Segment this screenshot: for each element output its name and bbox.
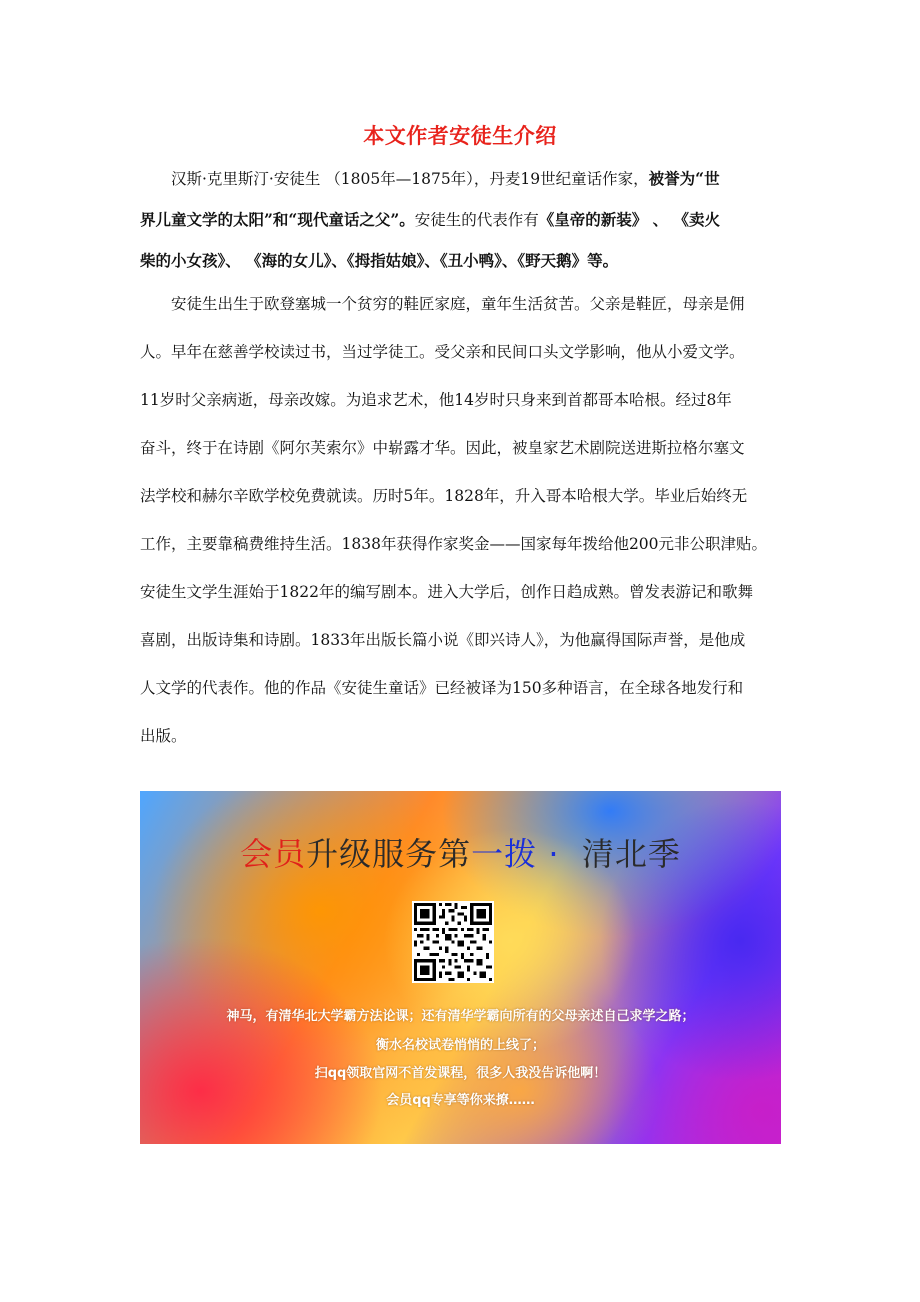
paragraph-biography bbox=[140, 297, 785, 757]
banner-line-4: 会员qq专享等你来撩…… bbox=[386, 1093, 535, 1108]
qr-code-icon bbox=[414, 903, 492, 981]
bio-line: 人。早年在慈善学校读过书，当过学徒工。受父亲和民间口头文学影响，他从小爱文学。 bbox=[140, 343, 745, 361]
headline-blue: 一拨 · bbox=[471, 835, 560, 873]
qr-code[interactable] bbox=[412, 901, 494, 983]
intro-line-2 bbox=[140, 212, 720, 229]
bio-line: 法学校和赫尔辛欧学校免费就读。历时5年。1828年，升入哥本哈根大学。毕业后始终无 bbox=[140, 487, 748, 505]
bio-line: 奋斗，终于在诗剧《阿尔芙索尔》中崭露才华。因此，被皇家艺术剧院送进斯拉格尔塞文 bbox=[140, 439, 745, 457]
intro-text-bold: 柴的小女孩》、 《海的女儿》、《拇指姑娘》、《丑小鸭》、《野天鹅》等。 bbox=[140, 251, 619, 270]
banner-line-3: 扫qq领取官网不首发课程，很多人我没告诉他啊！ bbox=[314, 1066, 607, 1081]
intro-line-3 bbox=[140, 253, 618, 270]
intro-text-bold: 被誉为“世 bbox=[648, 169, 720, 188]
bio-line: 人文学的代表作。他的作品《安徒生童话》已经被译为150多种语言，在全球各地发行和 bbox=[140, 679, 744, 697]
promo-banner[interactable] bbox=[140, 791, 781, 1144]
paragraph-intro bbox=[140, 171, 785, 271]
intro-text: 安徒生的代表作有 bbox=[414, 211, 539, 229]
intro-text-bold: 《皇帝的新装》 、 《卖火 bbox=[538, 210, 721, 229]
bio-line: 11岁时父亲病逝，母亲改嫁。为追求艺术，他14岁时只身来到首都哥本哈根。经过8年 bbox=[140, 391, 732, 409]
banner-headline bbox=[140, 829, 781, 875]
headline-red: 会员 bbox=[240, 835, 307, 873]
banner-line-2: 衡水名校试卷悄悄的上线了； bbox=[375, 1038, 545, 1053]
headline-black: 清北季 bbox=[581, 835, 681, 873]
bio-line: 安徒生文学生涯始于1822年的编写剧本。进入大学后，创作日趋成熟。曾发表游记和歌舞 bbox=[140, 583, 753, 601]
page-title: 本文作者安徒生介绍 bbox=[363, 123, 557, 148]
bio-line: 出版。 bbox=[140, 727, 187, 745]
banner-line-1: 神马，有清华北大学霸方法论课；还有清华学霸向所有的父母亲述自己求学之路； bbox=[226, 1009, 695, 1024]
intro-line-1 bbox=[140, 171, 720, 188]
bio-line: 工作，主要靠稿费维持生活。1838年获得作家奖金——国家每年拨给他200元非公职津贴。 bbox=[140, 535, 768, 553]
intro-text: 汉斯·克里斯汀·安徒生 （1805年—1875年），丹麦19世纪童话作家， bbox=[171, 170, 649, 188]
intro-text-bold: 界儿童文学的太阳”和“现代童话之父”。 bbox=[140, 210, 415, 229]
headline-black: 升级服务第 bbox=[306, 835, 472, 873]
bio-line: 安徒生出生于欧登塞城一个贫穷的鞋匠家庭，童年生活贫苦。父亲是鞋匠，母亲是佣 bbox=[171, 295, 745, 313]
bio-line: 喜剧，出版诗集和诗剧。1833年出版长篇小说《即兴诗人》，为他赢得国际声誉，是他成 bbox=[140, 631, 746, 649]
